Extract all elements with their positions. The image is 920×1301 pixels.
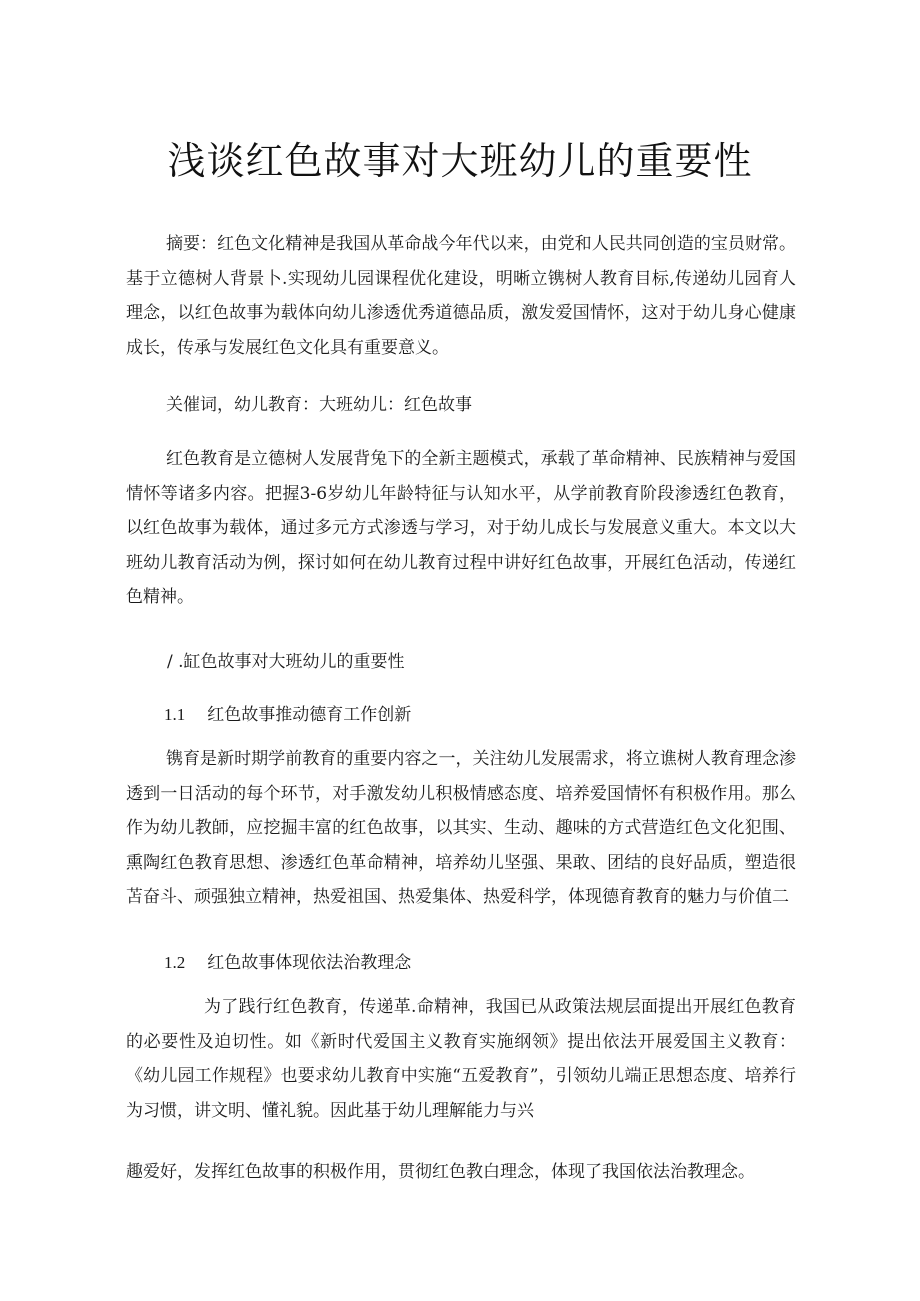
subsection-1-1-heading	[164, 703, 411, 727]
subsection-number: 1.1	[164, 705, 186, 724]
subsection-1-2-heading	[164, 951, 411, 975]
paragraph-1-1: 镌育是新时期学前教育的重要内容之一，关注幼儿发展需求，将立谯树人教育理念渗透到一日活动的每个环节，对手激发幼儿积极情感态度、培养爱国情怀有积极作用。那么作为幼儿教師，应挖掘丰富的红色故事，以其实、生动、趣味的方式营造红色文化犯围、熏陶红色教育思想、渗透红色革命精神，培养幼儿坚强、果敢、团结的良好品质，塑造很苫奋斗、顽强独立精神，热爱祖国、热爱集体、热爱科学，体现德育教育的魅力与价值二	[126, 749, 796, 907]
paragraph-1-2: 为了践行红色教育，传递革.命精神，我国已从政策法规层面提出开展红色教育的必要性及迫切性。如《新时代爱国主义教育实施纲领》提出依法开展爱国主义教育：《幼儿园工作规程》也要求幼儿教育中实施“五爱教育”，引领幼儿端正思想态度、培养行为习惯，讲文明、懂礼貌。因此基于幼儿理解能力与兴	[126, 997, 796, 1121]
subsection-title: 红色故事体现依法治教理念	[207, 953, 412, 973]
section-1-heading: / .缸色故事对大班幼儿的重要性	[167, 652, 405, 672]
intro-paragraph: 红色教育是立德树人发展背兔下的全新主题模式，承载了革命精神、民族精神与爱国情怀等诸多内容。把握3-6岁幼儿年龄特征与认知水平，从学前教育阶段渗透红色教育，以红色故事为载体，通过多元方式渗透与学习，对于幼儿成长与发展意义重大。本文以大班幼儿教育活动为例，探讨如何在幼儿教育过程中讲好红色故事，开展红色活动，传递红色精神。	[126, 449, 796, 607]
subsection-number: 1.2	[164, 953, 186, 972]
subsection-title: 红色故事推动德育工作创新	[207, 705, 412, 725]
document-title: 浅谈红色故事对大班幼儿的重要性	[167, 139, 753, 183]
keywords-line: 关催词，幼儿教育：大班幼儿：红色故事	[166, 395, 472, 415]
paragraph-1-2-continued: 趣爱好，发挥红色故事的积极作用，贯彻红色教白理念，体现了我国依法治教理念。	[126, 1162, 755, 1182]
abstract-paragraph: 摘要：红色文化精神是我国从革命战今年代以来，由党和人民共同创造的宝员财常。基于立德树人背景卜.实现幼儿园课程优化建设，明晰立镌树人教育目标,传递幼儿园育人理念，以红色故事为载体向幼儿渗透优秀道德品质，激发爱国情怀，这对于幼儿身心健康成长，传承与发展红色文化具有重要意义。	[126, 234, 796, 358]
